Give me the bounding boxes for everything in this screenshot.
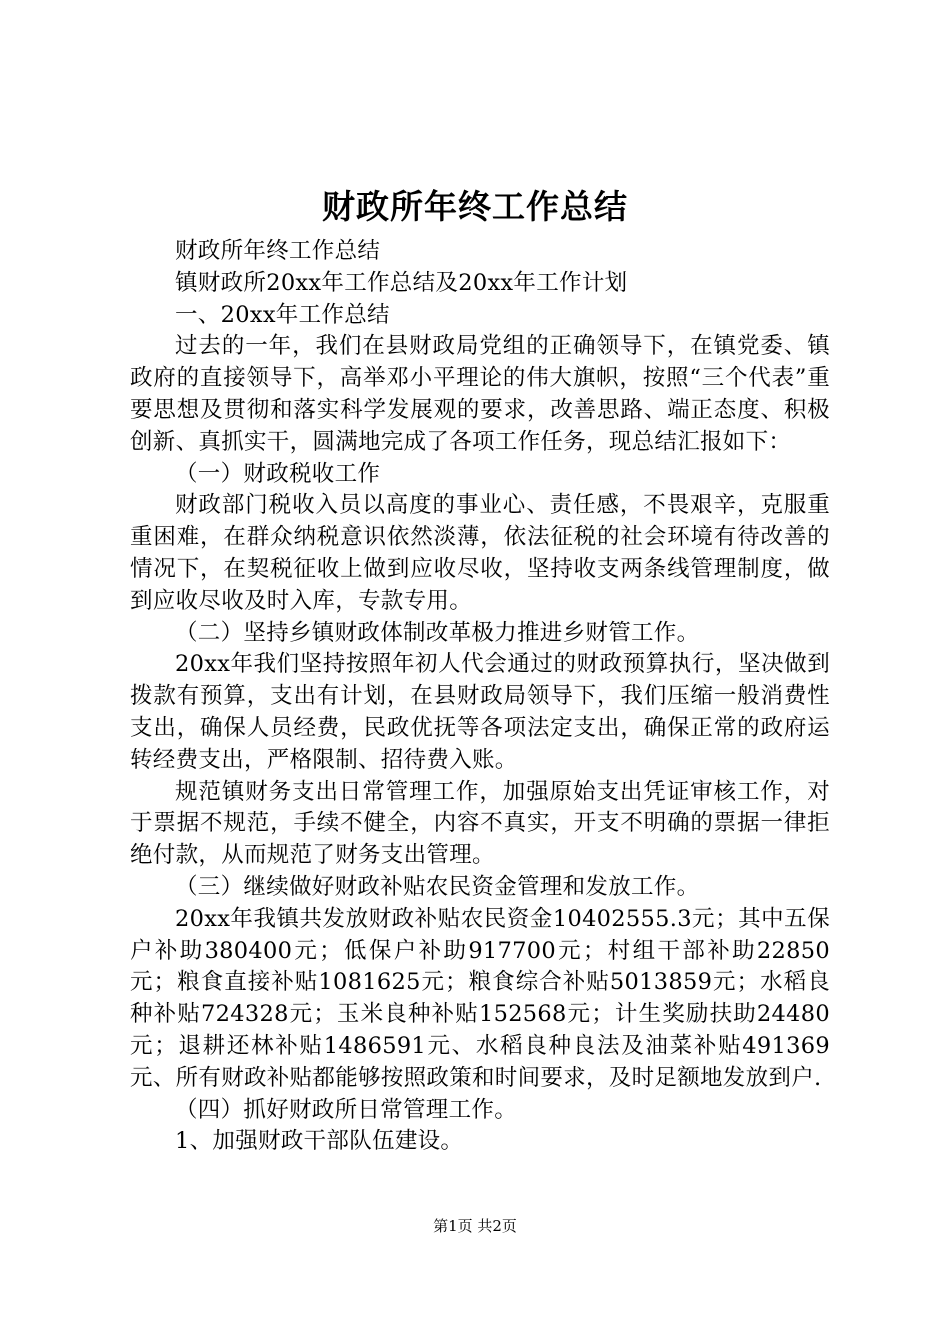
subsection-heading: （一）财政税收工作 (175, 460, 381, 487)
paragraph: 20xx年我们坚持按照年初人代会通过的财政预算执行，坚决做到拨款有预算，支出有计划，在县财政局领导下，我们压缩一般消费性支出，确保人员经费，民政优抚等各项法定支出，确保正常的政府运转经费支出，严格限制、招待费入账。 (130, 651, 830, 773)
list-item: 1、加强财政干部队伍建设。 (175, 1128, 464, 1155)
paragraph: 规范镇财务支出日常管理工作，加强原始支出凭证审核工作，对于票据不规范，手续不健全，内容不真实，开支不明确的票据一律拒绝付款，从而规范了财务支出管理。 (130, 778, 830, 869)
subsection-heading: （四）抓好财政所日常管理工作。 (175, 1096, 518, 1123)
document-body (130, 236, 830, 1158)
paragraph: 过去的一年，我们在县财政局党组的正确领导下，在镇党委、镇政府的直接领导下，高举邓小平理论的伟大旗帜，按照“三个代表”重要思想及贯彻和落实科学发展观的要求，改善思路、端正态度、积极创新、真抓实干，圆满地完成了各项工作任务，现总结汇报如下： (130, 333, 830, 455)
paragraph-subtitle: 财政所年终工作总结 (175, 238, 381, 264)
section-heading-1: 一、20xx年工作总结 (175, 301, 390, 328)
subsection-heading: （三）继续做好财政补贴农民资金管理和发放工作。 (175, 873, 700, 900)
page-footer: 第1页 共2页 (433, 1217, 517, 1235)
document-title: 财政所年终工作总结 (322, 187, 628, 226)
paragraph: 财政部门税收入员以高度的事业心、责任感，不畏艰辛，克服重重困难，在群众纳税意识依然淡薄，依法征税的社会环境有待改善的情况下，在契税征收上做到应收尽收，坚持收支两条线管理制度，做到应收尽收及时入库，专款专用。 (130, 492, 830, 614)
subsection-heading: （二）坚持乡镇财政体制改革极力推进乡财管工作。 (175, 619, 700, 646)
paragraph-heading: 镇财政所20xx年工作总结及20xx年工作计划 (175, 269, 628, 296)
paragraph: 20xx年我镇共发放财政补贴农民资金10402555.3元；其中五保户补助380400元；低保户补助917700元；村组干部补助22850元；粮食直接补贴1081625元；粮食综合补贴5013859元；水稻良种补贴724328元；玉米良种补贴152568元；计生奖励扶助24480元；退耕还林补贴1486591元、水稻良种良法及油菜补贴491369元、所有财政补贴都能够按照政策和时间要求，及时足额地发放到户. (130, 905, 830, 1091)
